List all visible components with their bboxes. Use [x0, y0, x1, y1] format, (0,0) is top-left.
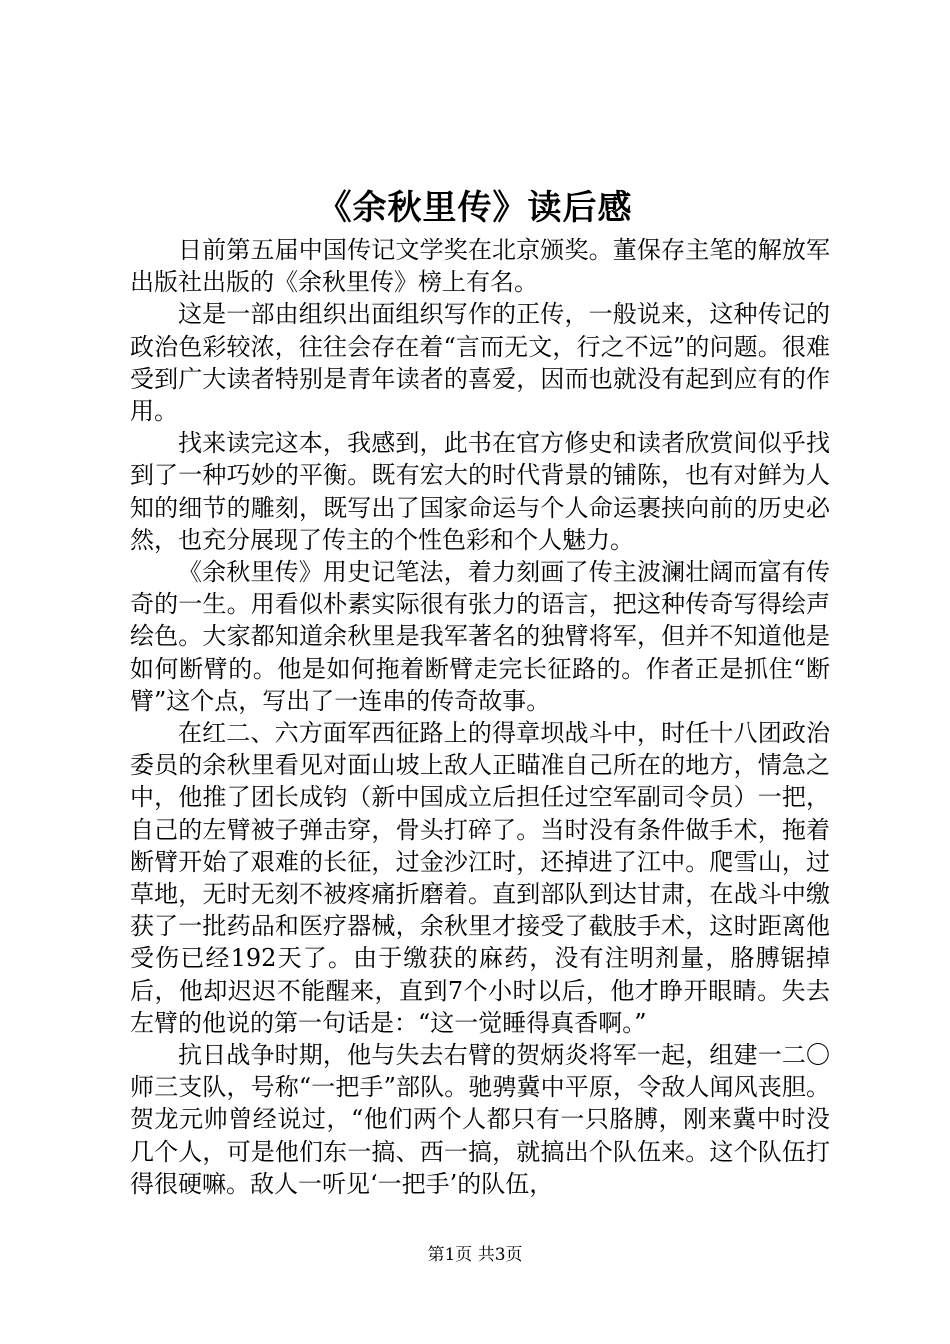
paragraph-2: 这是一部由组织出面组织写作的正传，一般说来，这种传记的政治色彩较浓，往往会存在着“言而无文，行之不远”的问题。很难受到广大读者特别是青年读者的喜爱，因而也就没有起到应有的作用。 [130, 300, 830, 426]
paragraph-4: 《余秋里传》用史记笔法，着力刻画了传主波澜壮阔而富有传奇的一生。用看似朴素实际很有张力的语言，把这种传奇写得绘声绘色。大家都知道余秋里是我军著名的独臂将军，但并不知道他是如何断臂的。他是如何拖着断臂走完长征路的。作者正是抓住“断臂”这个点，写出了一连串的传奇故事。 [130, 558, 830, 715]
paragraph-6: 抗日战争时期，他与失去右臂的贺炳炎将军一起，组建一二〇师三支队，号称“一把手”部队。驰骋冀中平原，令敌人闻风丧胆。贺龙元帅曾经说过，“他们两个人都只有一只胳膊，刚来冀中时没几个人，可是他们东一搞、西一搞，就搞出个队伍来。这个队伍打得很硬嘛。敌人一听见‘一把手’的队伍， [130, 1041, 830, 1198]
paragraph-3: 找来读完这本，我感到，此书在官方修史和读者欣赏间似乎找到了一种巧妙的平衡。既有宏大的时代背景的铺陈，也有对鲜为人知的细节的雕刻，既写出了国家命运与个人命运裹挟向前的历史必然，也充分展现了传主的个性色彩和个人魅力。 [130, 429, 830, 554]
paragraph-5: 在红二、六方面军西征路上的得章坝战斗中，时任十八团政治委员的余秋里看见对面山坡上敌人正瞄准自己所在的地方，情急之中，他推了团长成钧（新中国成立后担任过空军副司令员）一把，自己的左臂被子弹击穿，骨头打碎了。当时没有条件做手术，拖着断臂开始了艰难的长征，过金沙江时，还掉进了江中。爬雪山，过草地，无时无刻不被疼痛折磨着。直到部队到达甘肃，在战斗中缴获了一批药品和医疗器械，余秋里才接受了截肢手术，这时距离他受伤已经192天了。由于缴获的麻药，没有注明剂量，胳膊锯掉后，他却迟迟不能醒来，直到7个小时以后，他才睁开眼睛。失去左臂的他说的第一句话是：“这一觉睡得真香啊。” [130, 719, 830, 1037]
paragraph-1: 日前第五届中国传记文学奖在北京颁奖。董保存主笔的解放军出版社出版的《余秋里传》榜上有名。 [130, 236, 830, 297]
document-body [130, 234, 830, 1200]
document-title: 《余秋里传》读后感 [317, 188, 633, 228]
page-footer: 第1页 共3页 [427, 1245, 523, 1265]
